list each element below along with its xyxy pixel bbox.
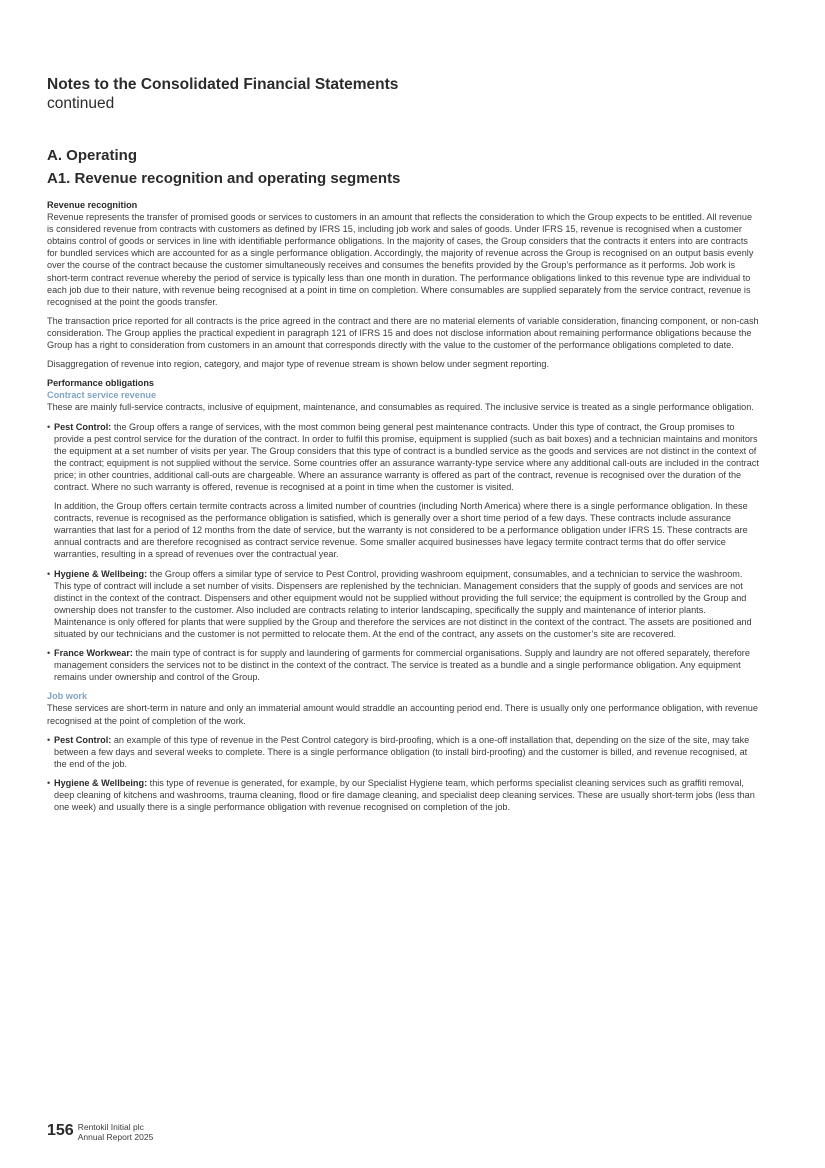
paragraph: Revenue represents the transfer of promised goods or services to customers in an amount that reflects the consideration to which the Group expects to be entitled. All revenue is considered revenue from contracts with customers as defined by IFRS 15, including job work and sales of goods. Under IFRS 15, revenue is recognised when a customer obtains control of goods or services in line with identifiable performance obligations. In the majority of cases, the Group considers that the contracts it enters into are contracts for bundled services which are accounted for as a single performance obligation. Accordingly, the majority of revenue across the Group is recognised on an output basis evenly over the course of the contract because the customer simultaneously receives and consumes the benefits provided by the Group’s performance as it performs. Job work is short-term contract revenue whereby the period of service is typically less than one month in duration. The performance obligations linked to this revenue type are individual to each job due to their nature, with revenue being recognised at a point in time on completion. Where consumables are supplied separately from the service contract, revenue is recognised at the point the goods transfer.	[47, 212, 754, 307]
page-footer	[47, 1122, 153, 1142]
paragraph: Disaggregation of revenue into region, category, and major type of revenue stream is shown below under segment reporting.	[47, 359, 549, 370]
bullet-label: France Workwear:	[54, 648, 133, 659]
section-heading: A. Operating	[47, 147, 138, 164]
revenue-recognition-heading: Revenue recognition	[47, 200, 138, 210]
company-name: Rentokil Initial plc	[77, 1122, 144, 1132]
bullet-label: Hygiene & Wellbeing:	[54, 777, 148, 788]
job-work-heading: Job work	[47, 691, 88, 702]
bullet-hygiene-wellbeing	[47, 777, 759, 813]
body-text	[47, 199, 759, 820]
bullet-label: Hygiene & Wellbeing:	[54, 568, 148, 579]
bullet-france-workwear	[47, 647, 759, 683]
bullet-text: this type of revenue is generated, for example, by our Specialist Hygiene team, which performs specialist cleaning services such as graffiti removal, deep cleaning of kitchens and washrooms, trauma cleaning, flood or fire damage cleaning, and specialist deep cleaning services. These are usually short-term jobs (less than one week) and usually there is a single performance obligation with revenue recognised on completion of the job.	[54, 777, 755, 813]
bullet-label: Pest Control:	[54, 421, 112, 432]
footer-text	[78, 1122, 154, 1142]
page-subtitle: continued	[47, 95, 115, 112]
paragraph: These services are short-term in nature and only an immaterial amount would straddle an accounting period end. There is usually only one performance obligation, with revenue recognised at the point of completion of the work.	[47, 703, 758, 726]
paragraph: These are mainly full-service contracts, inclusive of equipment, maintenance, and consumables as required. The inclusive service is treated as a single performance obligation.	[47, 402, 754, 413]
bullet-continuation: In addition, the Group offers certain termite contracts across a limited number of countries (including North America) where there is a single performance obligation. In these contracts, revenue is recognised as the performance obligation is satisfied, which is generally over a short time period of a few days. These contracts include assurance warranties that last for a period of 12 months from the date of service, but the warranty is not considered to be a performance obligation under IFRS 15. These contracts are annual contracts and are therefore recognised as contract service revenue. Some smaller acquired businesses have legacy termite contract terms that do offer service warranties, resulting in a spread of revenues over the contractual year.	[54, 501, 748, 560]
page-number: 156	[47, 1122, 74, 1139]
subsection-heading: A1. Revenue recognition and operating segments	[47, 170, 401, 187]
bullet-pest-control	[47, 734, 759, 770]
paragraph: The transaction price reported for all contracts is the price agreed in the contract and there are no material elements of variable consideration, financing component, or non-cash consideration. The Group applies the practical expedient in paragraph 121 of IFRS 15 and does not disclose information about remaining performance obligations because the Group has a right to consideration from customers in an amount that corresponds directly with the value to the customer of the performance obligations completed to date.	[47, 315, 759, 351]
bullet-text: an example of this type of revenue in the Pest Control category is bird-proofing, which is a one-off installation that, depending on the size of the site, may take between a few days and several weeks to complete. There is a single performance obligation (to install bird-proofing) and the customer is billed, and revenue recognised, at the end of the job.	[54, 734, 750, 769]
page-title: Notes to the Consolidated Financial Statements	[47, 76, 399, 93]
bullet-pest-control	[47, 421, 759, 494]
contract-service-heading: Contract service revenue	[47, 390, 157, 401]
report-name: Annual Report 2025	[77, 1132, 154, 1142]
bullet-hygiene-wellbeing	[47, 568, 759, 641]
bullet-text: the main type of contract is for supply and laundering of garments for commercial organisations. Supply and laundry are not offered separately, therefore management considers the services not to be distinct in the context of the contract. The service is treated as a bundle and a single performance obligation. Any equipment remains under ownership and control of the Group.	[54, 648, 750, 683]
bullet-text: the Group offers a similar type of service to Pest Control, providing washroom equipment, consumables, and a technician to service the washroom. This type of contract will include a set number of visits. Dispensers are replenished by the technician. Management considers that the supply of goods and services are not distinct in the context of the contract. Dispensers and other equipment would not be supplied without providing the full service; the equipment is controlled by the Group and ownership does not transfer to the customer. Also included are contracts relating to interior landscaping, specifically the supply and maintenance of interior plants. Maintenance is only offered for plants that were supplied by the Group and therefore the services are not distinct in the context of the contract. The assets are positioned and situated by our technicians and the customer is not permitted to relocate them. At the end of the contract, any assets on the customer’s site are recovered.	[54, 568, 752, 639]
performance-obligations-heading: Performance obligations	[47, 378, 154, 389]
bullet-text: the Group offers a range of services, with the most common being general pest maintenance contracts. Under this type of contract, the Group promises to provide a pest control service for the duration of the contract. In order to fulfil this promise, equipment is supplied (such as bait boxes) and a technician maintains and monitors the equipment at a set number of visits per year. The Group considers that this type of contract is a bundled service as the goods and services are not distinct in the context of the contract; equipment is not supplied without the service. Some countries offer an assurance warranty-type service where any additional call-outs are included in the contract price; in other countries, additional call-outs are chargeable. Where an assurance warranty is offered as part of the contract, revenue is recognised over the duration of the contract. Where no such warranty is offered, revenue is recognised at a point in time when the customer is visited.	[54, 421, 759, 492]
bullet-label: Pest Control:	[54, 734, 112, 745]
